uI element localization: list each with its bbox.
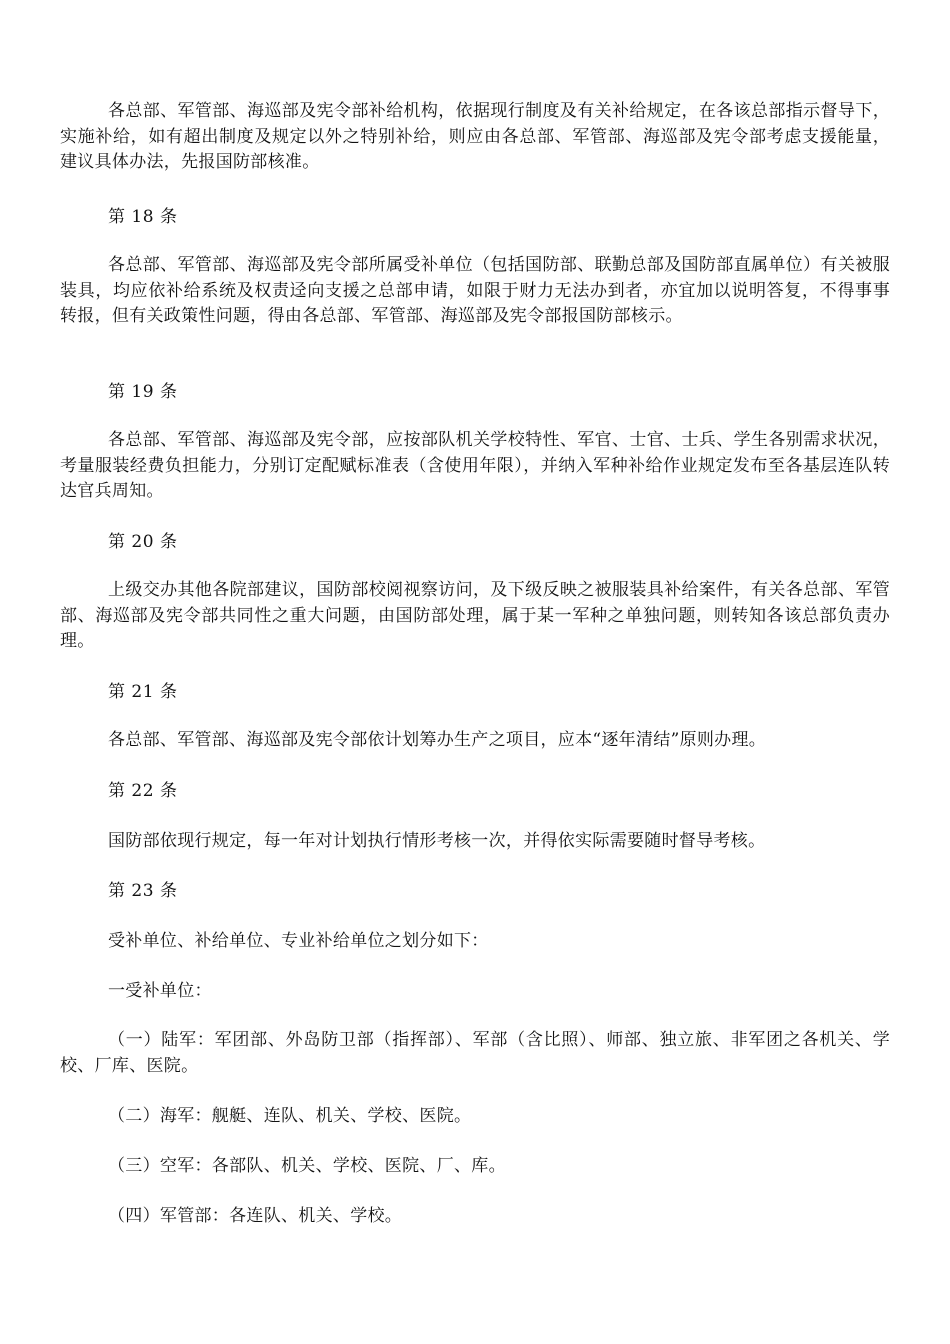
article-heading-18: 第 18 条: [108, 207, 178, 227]
article-heading-21: 第 21 条: [108, 682, 178, 702]
paragraph-text: （四）军管部：各连队、机关、学校。: [108, 1206, 403, 1226]
paragraph-supply-agencies: [60, 99, 890, 176]
list-item-air-force: [60, 1154, 890, 1180]
paragraph-article-18: [60, 253, 890, 330]
paragraph-text: 各总部、军管部、海巡部及宪令部所属受补单位（包括国防部、联勤总部及国防部直属单位）有关被服装具，均应依补给系统及权责迳向支援之总部申请，如限于财力无法办到者，亦宜加以说明答复，不得事事转报，但有关政策性问题，得由各总部、军管部、海巡部及宪令部报国防部核示。: [60, 255, 890, 326]
paragraph-article-21: [60, 728, 890, 754]
list-heading-recipient-units: [60, 979, 890, 1005]
article-heading-23: 第 23 条: [108, 881, 178, 901]
article-heading-22: 第 22 条: [108, 781, 178, 801]
article-heading-20: 第 20 条: [108, 532, 178, 552]
paragraph-text: 各总部、军管部、海巡部及宪令部补给机构，依据现行制度及有关补给规定，在各该总部指示督导下，实施补给，如有超出制度及规定以外之特别补给，则应由各总部、军管部、海巡部及宪令部考虑支援能量，建议具体办法，先报国防部核准。: [60, 101, 890, 172]
paragraph-text: 各总部、军管部、海巡部及宪令部依计划筹办生产之项目，应本“逐年清结”原则办理。: [108, 730, 767, 750]
list-item-army: [60, 1028, 890, 1079]
paragraph-text: （一）陆军：军团部、外岛防卫部（指挥部）、军部（含比照）、师部、独立旅、非军团之各机关、学校、厂库、医院。: [60, 1030, 890, 1076]
list-item-navy: [60, 1104, 890, 1130]
paragraph-text: 国防部依现行规定，每一年对计划执行情形考核一次，并得依实际需要随时督导考核。: [108, 831, 766, 851]
paragraph-text: 受补单位、补给单位、专业补给单位之划分如下：: [108, 931, 489, 951]
paragraph-text: （三）空军：各部队、机关、学校、医院、厂、库。: [108, 1156, 506, 1176]
paragraph-text: 一受补单位：: [108, 981, 212, 1001]
paragraph-article-20: [60, 578, 890, 655]
paragraph-article-22: [60, 829, 890, 855]
paragraph-text: （二）海军：舰艇、连队、机关、学校、医院。: [108, 1106, 472, 1126]
paragraph-article-19: [60, 428, 890, 505]
article-heading-19: 第 19 条: [108, 382, 178, 402]
list-item-military-control: [60, 1204, 890, 1230]
paragraph-text: 各总部、军管部、海巡部及宪令部，应按部队机关学校特性、军官、士官、士兵、学生各别需求状况，考量服装经费负担能力，分别订定配赋标准表（含使用年限），并纳入军种补给作业规定发布至各基层连队转达官兵周知。: [60, 430, 890, 501]
paragraph-text: 上级交办其他各院部建议，国防部校阅视察访问，及下级反映之被服装具补给案件，有关各总部、军管部、海巡部及宪令部共同性之重大问题，由国防部处理，属于某一军种之单独问题，则转知各该总部负责办理。: [60, 580, 890, 651]
paragraph-article-23: [60, 929, 890, 955]
